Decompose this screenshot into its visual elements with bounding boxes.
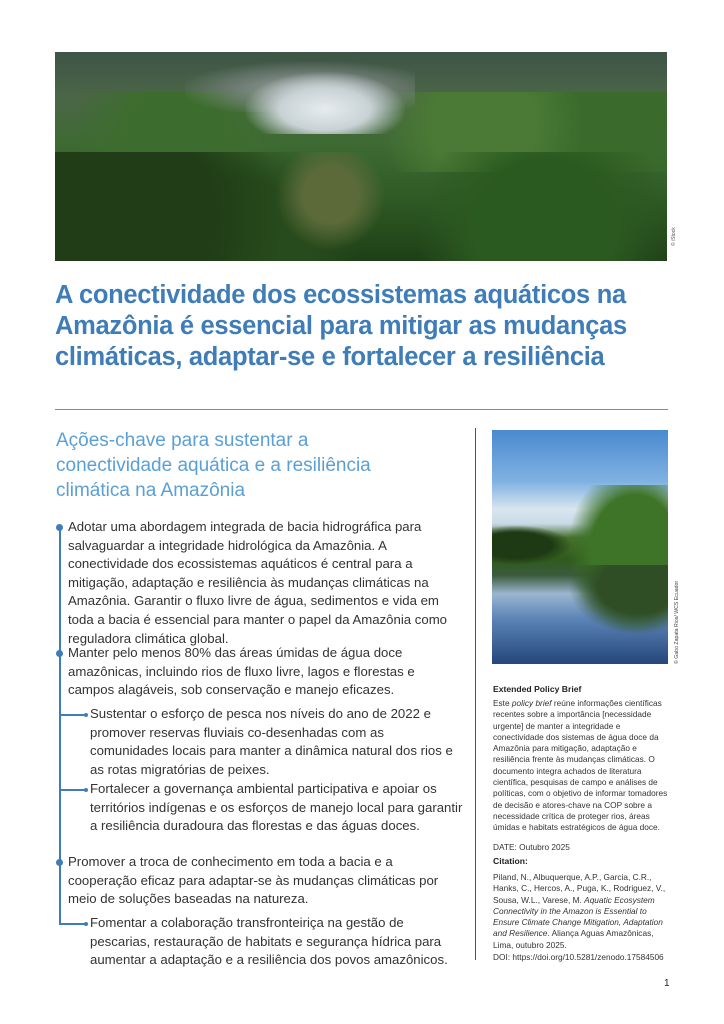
doi-link[interactable]: DOI: https://doi.org/10.5281/zenodo.17584506: [493, 952, 664, 962]
side-photo-credit: © Gabo Zapata Rios/ WCS Ecuador: [674, 580, 680, 664]
bullet-dot-icon: [56, 524, 63, 531]
sidebar-heading: Extended Policy Brief: [493, 684, 582, 694]
section-subtitle: Ações-chave para sustentar a conectividade aquática e a resiliência climática na Amazônia: [56, 430, 371, 501]
hero-river: [245, 72, 405, 134]
hero-image: [55, 52, 667, 261]
action-item: Adotar uma abordagem integrada de bacia hidrográfica para salvaguardar a integridade hidrológica da Amazônia. A conectividade dos ecossistemas aquáticos é central para a mitigação, adaptação e resiliência às mudanças climáticas na Amazônia. Garantir o fluxo livre de água, sedimentos e vida em toda a bacia é essencial para manter o papel da Amazônia como reguladora climática global.: [68, 519, 448, 646]
sidebar-intro-body: reúne informações científicas recentes sobre a importância [necessidade urgente] de manter a integridade e conectividade dos sistemas de água doce da Amazônia para mitigação, adaptação e resiliência frente às mudanças climáticas. O documento integra achados de literatura científica, pesquisas de campo e análises de políticas, com o objetivo de informar tomadores de decisão e atores-chave na COP sobre a necessidade crítica de proteger rios, áreas úmidas e habitats estratégicos de água doce.: [493, 698, 668, 833]
column-divider: [475, 428, 476, 960]
action-subitem: Fomentar a colaboração transfronteiriça na gestão de pescarias, restauração de habitats e segurança hídrica para aumentar a adaptação e a resiliência dos povos amazônicos.: [90, 915, 448, 968]
hero-photo-credit: © iStock: [671, 227, 677, 246]
action-item: Manter pelo menos 80% das áreas úmidas de água doce amazônicas, incluindo rios de fluxo livre, lagos e florestas e campos alagáveis, sob conservação e manejo eficazes.: [68, 645, 415, 698]
page-title: A conectividade dos ecossistemas aquáticos na Amazônia é essencial para mitigar as mudanças climáticas, adaptar-se e fortalecer a resiliência: [55, 281, 627, 371]
sidebar-date: DATE: Outubro 2025: [493, 842, 570, 852]
section-divider: [55, 409, 668, 410]
sidebar-intro: [493, 698, 673, 834]
page-number: 1: [664, 978, 670, 989]
citation-heading: Citation:: [493, 856, 528, 866]
side-image-reflection: [568, 565, 668, 635]
bullet-dot-icon: [56, 859, 63, 866]
bullet-dot-icon: [56, 650, 63, 657]
sub-branch-arrow-icon: [59, 714, 86, 716]
sidebar-intro-italic: policy brief: [511, 698, 552, 708]
side-image: [492, 430, 668, 664]
citation-publisher: . Aliança Aguas Amazônicas, Lima, outubro 2025.: [493, 928, 654, 950]
side-image-trees-left: [492, 525, 572, 565]
sub-branch-arrow-icon: [59, 789, 86, 791]
action-subitem: Sustentar o esforço de pesca nos níveis do ano de 2022 e promover reservas fluviais co-desenhadas com as comunidades locais para manter a dinâmica natural dos rios e as rotas migratórias de peixes.: [90, 706, 453, 777]
citation-text: [493, 872, 673, 951]
sidebar-intro-prefix: Este: [493, 698, 512, 708]
hero-canopy-near: [55, 152, 667, 261]
sub-branch-arrow-icon: [59, 923, 86, 925]
citation-authors: Piland, N., Albuquerque, A.P., Garcia, C.R., Hanks, C., Hercos, A., Puga, K., Rodriguez, V., Sousa, W.L., Varese, M.: [493, 872, 666, 905]
action-subitem: Fortalecer a governança ambiental participativa e apoiar os territórios indígenas e os esforços de manejo local para garantir a resiliência duradoura das florestas e das águas doces.: [90, 781, 463, 834]
action-item: Promover a troca de conhecimento em toda a bacia e a cooperação eficaz para adaptar-se às mudanças climáticas por meio de soluções baseadas na natureza.: [68, 854, 439, 907]
citation-title: Aquatic Ecosystem Connectivity in the Amazon is Essential to Ensure Climate Change Mitigation, Adaptation and Resilience: [493, 894, 663, 939]
